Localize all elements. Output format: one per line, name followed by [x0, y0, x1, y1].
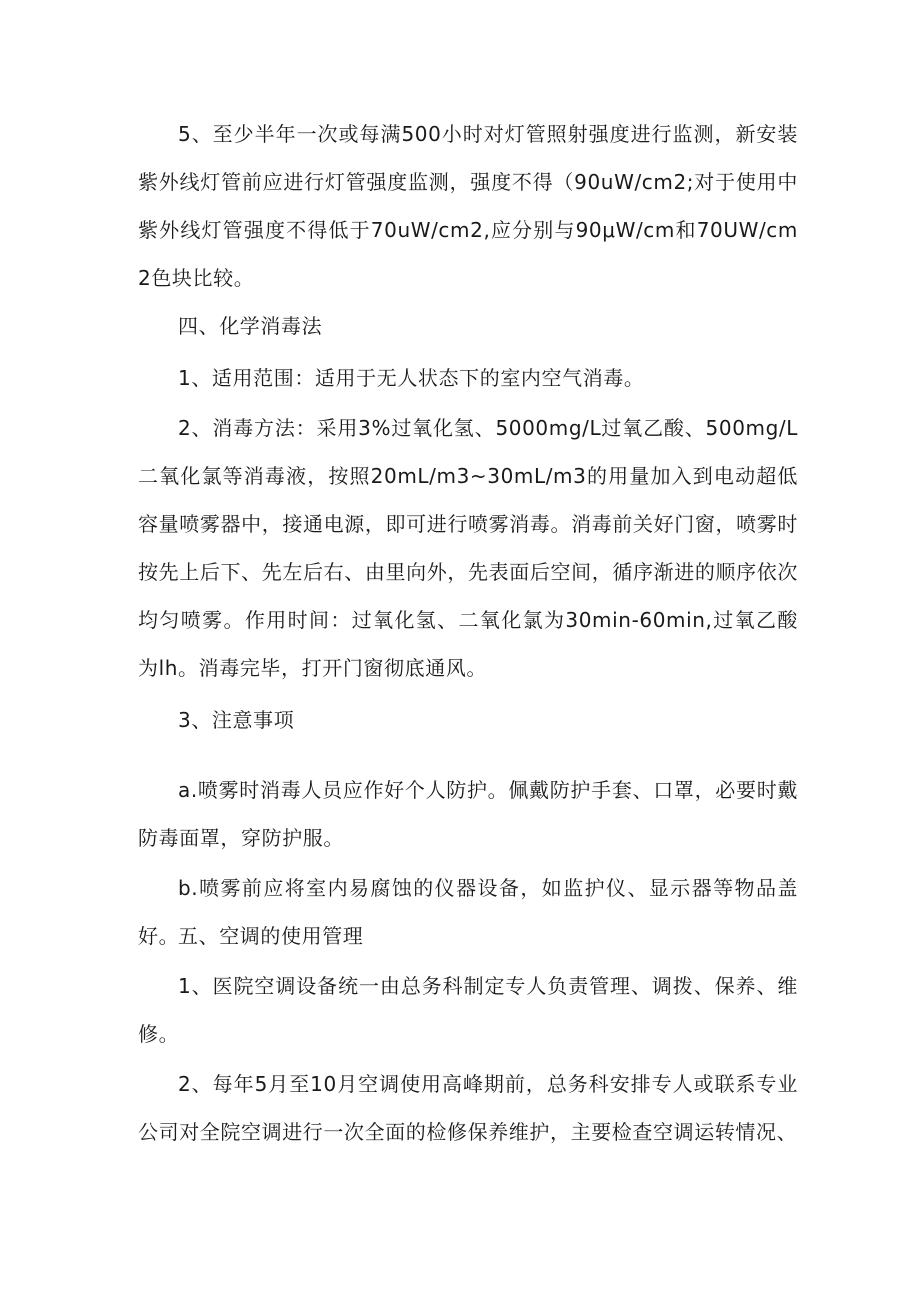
heading-air-conditioner-management: 五、空调的使用管理 [178, 924, 364, 948]
paragraph-ac-management-2: 2、每年5月至10月空调使用高峰期前，总务科安排专人或联系专业公司对全院空调进行一次全面的检修保养维护，主要检查空调运转情况、 [138, 1072, 798, 1144]
paragraph-ac-management-1: 1、医院空调设备统一由总务科制定专人负责管理、调拨、保养、维修。 [138, 974, 798, 1046]
heading-chemical-disinfection: 四、化学消毒法 [178, 314, 323, 338]
paragraph-precaution-a: a.喷雾时消毒人员应作好个人防护。佩戴防护手套、口罩，必要时戴防毒面罩，穿防护服。 [138, 778, 798, 850]
paragraph-disinfection-method: 2、消毒方法：采用3%过氧化氢、5000mg/L过氧乙酸、500mg/L二氧化氯等消毒液，按照20mL/m3~30mL/m3的用量加入到电动超低容量喷雾器中，接通电源，即可进行喷雾消毒。消毒前关好门窗，喷雾时按先上后下、先左后右、由里向外，先表面后空间，循序渐进的顺序依次均匀喷雾。作用时间：过氧化氢、二氧化氯为30min-60min,过氧乙酸为lh。消毒完毕，打开门窗彻底通风。 [138, 416, 798, 680]
paragraph-precaution-b: b.喷雾前应将室内易腐蚀的仪器设备，如监护仪、显示器等物品盖好。 [138, 876, 798, 948]
heading-precautions: 3、注意事项 [178, 708, 295, 732]
paragraph-scope: 1、适用范围：适用于无人状态下的室内空气消毒。 [178, 366, 645, 390]
paragraph-uv-intensity-monitoring: 5、至少半年一次或每满500小时对灯管照射强度进行监测，新安装紫外线灯管前应进行灯管强度监测，强度不得（90uW/cm2;对于使用中紫外线灯管强度不得低于70uW/cm2,应分别与90μW/cm和70UW/cm2色块比较。 [138, 122, 798, 290]
